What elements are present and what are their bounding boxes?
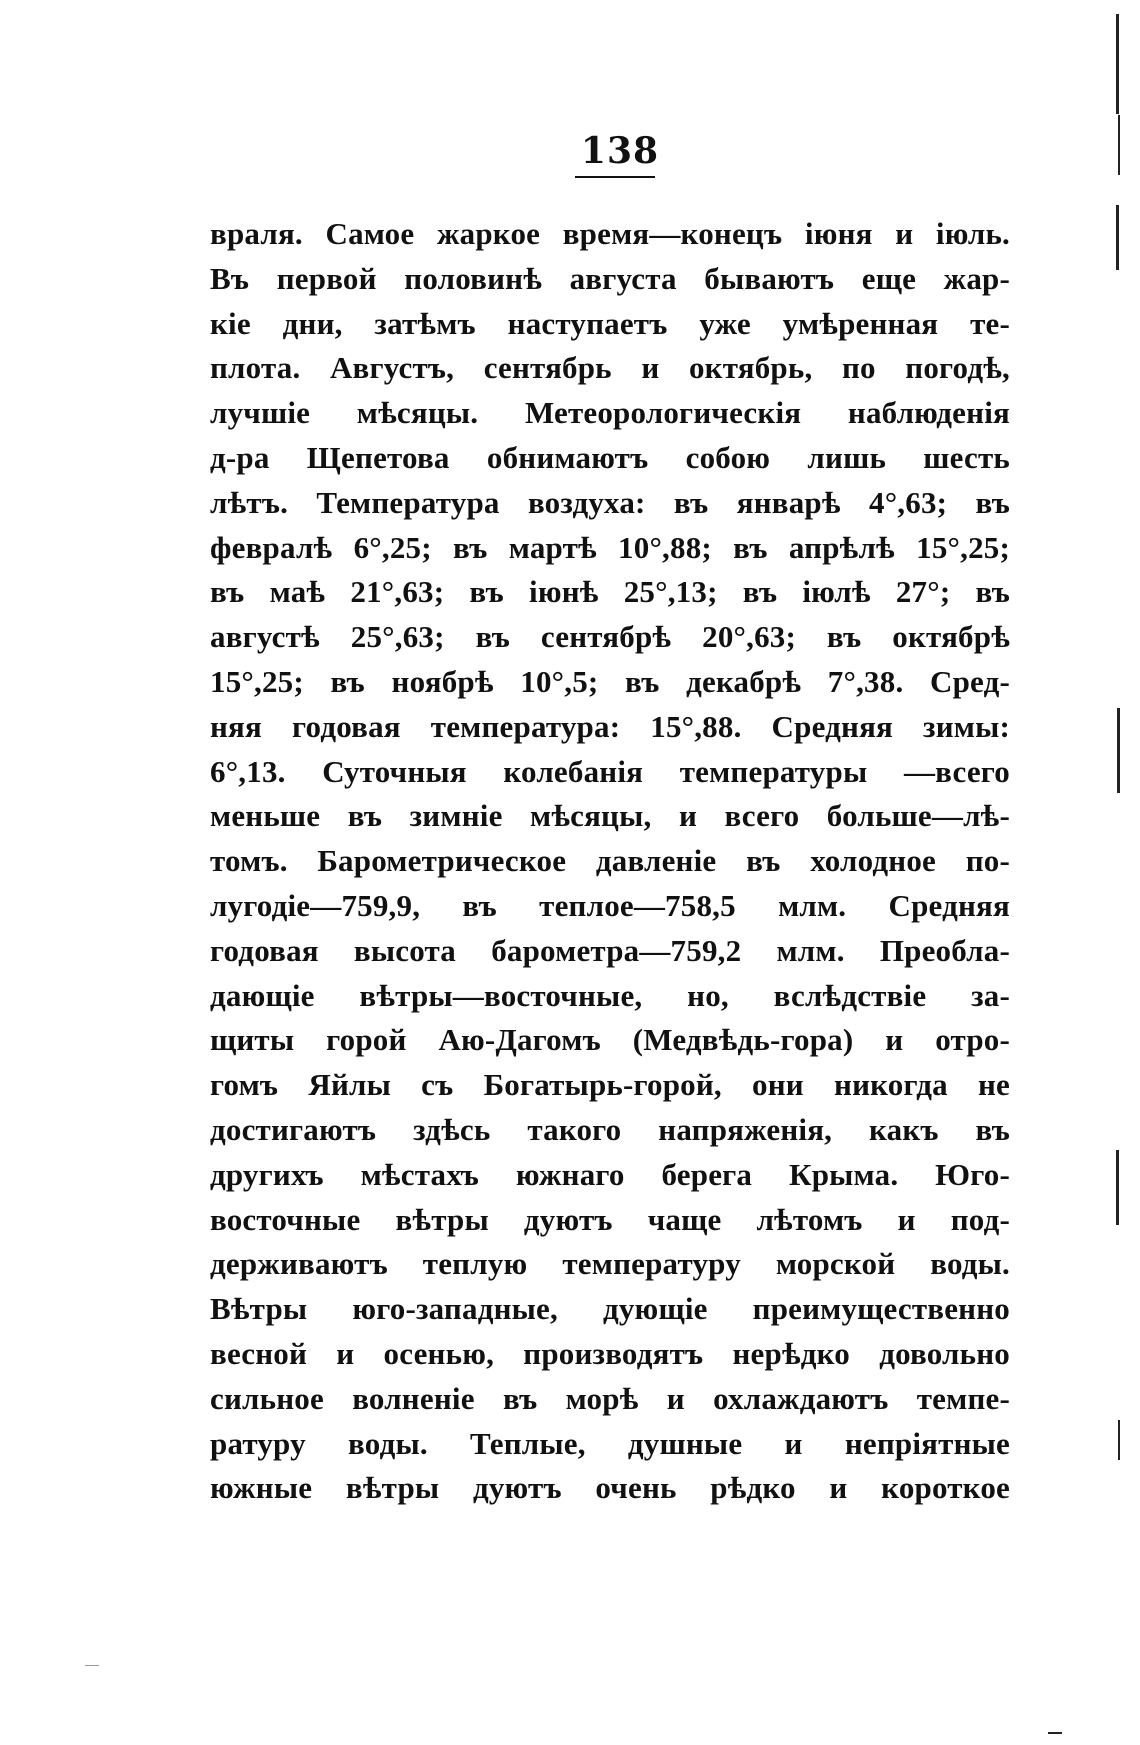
text-line: дающіе вѣтры—восточные, но, вслѣдствіе за- <box>210 977 1010 1013</box>
text-line: ратуру воды. Теплые, душные и непріятные <box>210 1425 1010 1461</box>
text-line: августѣ 25°,63; въ сентябрѣ 20°,63; въ октябрѣ <box>210 619 1010 655</box>
text-line: достигаютъ здѣсь такого напряженія, какъ въ <box>210 1111 1010 1147</box>
text-line: лѣтъ. Температура воздуха: въ январѣ 4°,63; въ <box>210 484 1010 520</box>
scan-artifact-mark <box>1116 14 1119 114</box>
text-line: 6°,13. Суточныя колебанія температуры —всего <box>210 753 1010 789</box>
text-line: плота. Августъ, сентябрь и октябрь, по погодѣ, <box>210 350 1010 386</box>
text-line: Вѣтры юго-западные, дующіе преимущественно <box>210 1291 1010 1327</box>
text-line: Въ первой половинѣ августа бываютъ еще жар- <box>210 260 1010 296</box>
scan-artifact-mark <box>1118 1420 1120 1460</box>
text-line: южные вѣтры дуютъ очень рѣдко и короткое <box>210 1470 1010 1506</box>
scan-artifact-mark <box>85 1665 99 1666</box>
page-number: 138 <box>580 130 660 172</box>
scan-artifact-mark <box>1118 115 1120 175</box>
text-line: томъ. Барометрическое давленіе въ холодное по- <box>210 843 1010 879</box>
text-line: гомъ Яйлы съ Богатырь-горой, они никогда не <box>210 1067 1010 1103</box>
text-line: въ маѣ 21°,63; въ іюнѣ 25°,13; въ іюлѣ 27°; въ <box>210 574 1010 610</box>
scan-artifact-mark <box>1116 205 1119 270</box>
text-line: няя годовая температура: 15°,88. Средняя зимы: <box>210 708 1010 744</box>
text-line: февралѣ 6°,25; въ мартѣ 10°,88; въ апрѣлѣ 15°,25; <box>210 529 1010 565</box>
text-line: лугодіе—759,9, въ теплое—758,5 млм. Средняя <box>210 887 1010 923</box>
text-line: восточные вѣтры дуютъ чаще лѣтомъ и под- <box>210 1201 1010 1237</box>
scan-artifact-mark <box>1117 708 1120 793</box>
text-line: держиваютъ теплую температуру морской воды. <box>210 1246 1010 1282</box>
text-line: годовая высота барометра—759,2 млм. Преобла- <box>210 932 1010 968</box>
body-text <box>210 212 1010 1511</box>
text-line: кіе дни, затѣмъ наступаетъ уже умѣренная те- <box>210 305 1010 341</box>
text-line: враля. Самое жаркое время—конецъ іюня и іюль. <box>210 216 1010 251</box>
text-line: сильное волненіе въ морѣ и охлаждаютъ темпе- <box>210 1380 1010 1416</box>
text-line: лучшіе мѣсяцы. Метеорологическія наблюденія <box>210 395 1010 431</box>
text-line: другихъ мѣстахъ южнаго берега Крыма. Юго- <box>210 1156 1010 1192</box>
page-number-underline <box>575 176 655 178</box>
scan-artifact-mark <box>1048 1732 1062 1734</box>
scan-artifact-mark <box>1116 1150 1119 1225</box>
text-line: меньше въ зимніе мѣсяцы, и всего больше—лѣ- <box>210 798 1010 834</box>
text-line: щиты горой Аю-Дагомъ (Медвѣдь-гора) и отро- <box>210 1022 1010 1058</box>
text-line: весной и осенью, производятъ нерѣдко довольно <box>210 1335 1010 1371</box>
text-line: д-ра Щепетова обнимаютъ собою лишь шесть <box>210 439 1010 475</box>
text-line: 15°,25; въ ноябрѣ 10°,5; въ декабрѣ 7°,38. Сред- <box>210 663 1010 699</box>
